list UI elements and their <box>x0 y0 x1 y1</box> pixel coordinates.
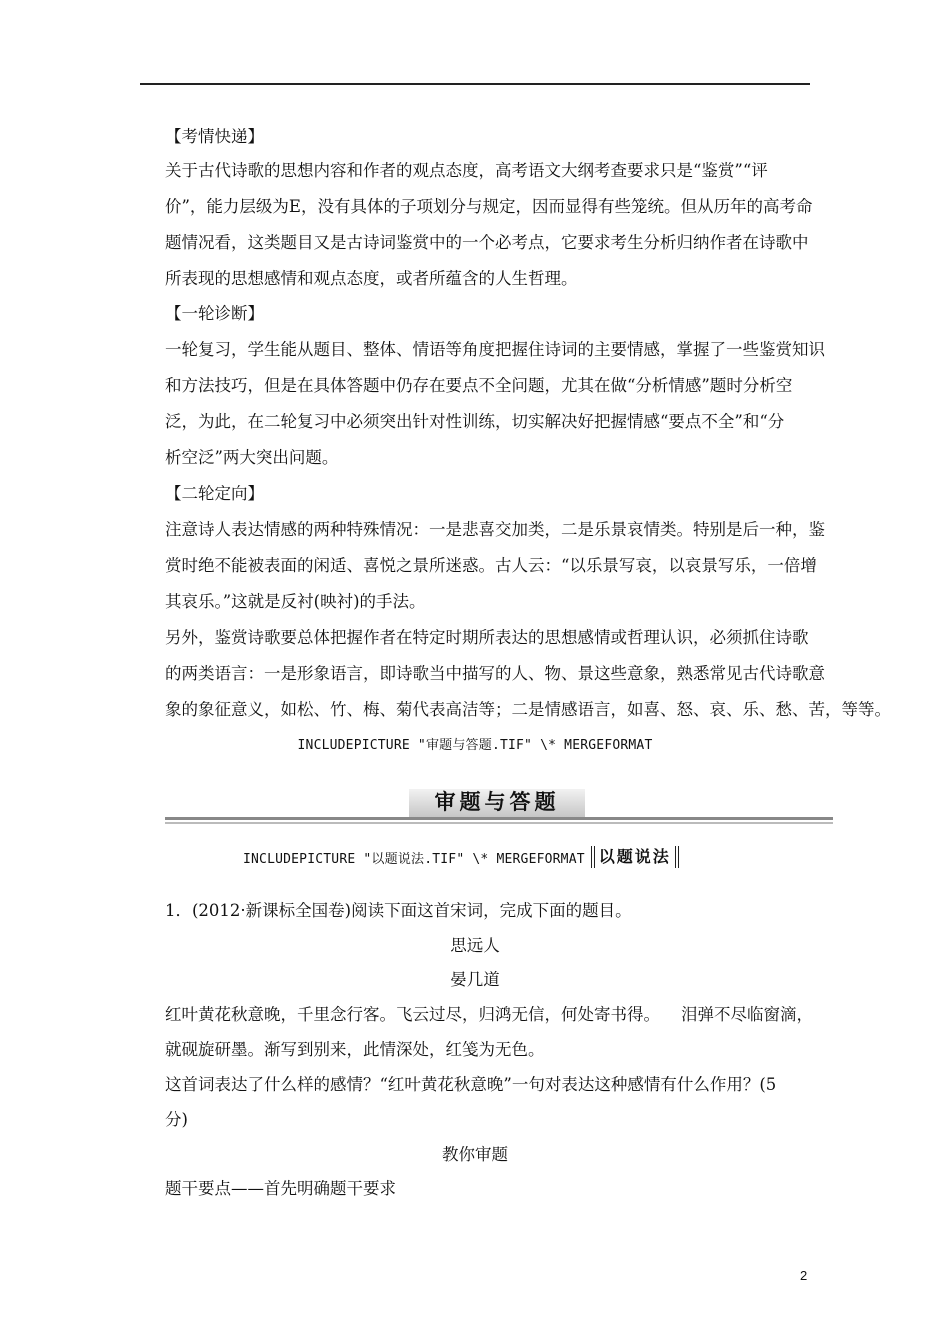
paragraph-line: 象的象征意义，如松、竹、梅、菊代表高洁等；二是情感语言，如喜、怒、哀、乐、愁、苦，等等。 <box>165 700 891 719</box>
paragraph-line: 一轮复习，学生能从题目、整体、情语等角度把握住诗词的主要情感，掌握了一些鉴赏知识 <box>165 340 825 359</box>
paragraph-line: 另外，鉴赏诗歌要总体把握作者在特定时期所表达的思想感情或哲理认识，必须抓住诗歌 <box>165 628 809 647</box>
poem-line: 就砚旋研墨。渐写到别来，此情深处，红笺为无色。 <box>165 1040 545 1059</box>
paragraph-line: 其哀乐。”这就是反衬(映衬)的手法。 <box>165 592 426 611</box>
poem-title: 思远人 <box>450 936 500 955</box>
poem-line: 红叶黄花秋意晚，千里念行客。飞云过尽，归鸿无信，何处寄书得。 泪弹不尽临窗滴， <box>165 1005 813 1024</box>
question-line: 1．(2012·新课标全国卷)阅读下面这首宋词，完成下面的题目。 <box>165 901 632 920</box>
tag-label: 以题说法 <box>591 846 679 868</box>
section-rule <box>165 822 833 824</box>
paragraph-line: 关于古代诗歌的思想内容和作者的观点态度，高考语文大纲考查要求只是“鉴赏”“评 <box>165 161 768 180</box>
paragraph-line: 注意诗人表达情感的两种特殊情况：一是悲喜交加类，二是乐景哀情类。特别是后一种，鉴 <box>165 520 825 539</box>
question-ask-line: 分) <box>165 1110 188 1129</box>
paragraph-line: 赏时绝不能被表面的闲适、喜悦之景所迷惑。古人云：“以乐景写哀，以哀景写乐，一倍增 <box>165 556 817 575</box>
poem-author: 晏几道 <box>450 970 500 989</box>
field-code-line: INCLUDEPICTURE "审题与答题.TIF" \* MERGEFORMAT <box>297 738 653 753</box>
field-code-line: INCLUDEPICTURE "以题说法.TIF" \* MERGEFORMAT <box>243 851 585 867</box>
heading-kaoqing: 【考情快递】 <box>165 127 264 146</box>
heading-erlun: 【二轮定向】 <box>165 484 264 503</box>
paragraph-line: 的两类语言：一是形象语言，即诗歌当中描写的人、物、景这些意象，熟悉常见古代诗歌意 <box>165 664 825 683</box>
paragraph-line: 析空泛”两大突出问题。 <box>165 448 339 467</box>
sub-heading: 教你审题 <box>442 1145 508 1164</box>
question-ask-line: 这首词表达了什么样的感情？“红叶黄花秋意晚”一句对表达这种感情有什么作用？(5 <box>165 1075 777 1094</box>
tag-row <box>243 846 679 872</box>
paragraph-line: 价”，能力层级为E，没有具体的子项划分与规定，因而显得有些笼统。但从历年的高考命 <box>165 197 813 216</box>
header-rule <box>140 83 810 85</box>
paragraph-line: 所表现的思想感情和观点态度，或者所蕴含的人生哲理。 <box>165 269 578 288</box>
paragraph-line: 题情况看，这类题目又是古诗词鉴赏中的一个必考点，它要求考生分析归纳作者在诗歌中 <box>165 233 809 252</box>
tip-line: 题干要点——首先明确题干要求 <box>165 1179 396 1198</box>
section-title: 审题与答题 <box>434 790 560 814</box>
page-number: 2 <box>800 1268 808 1283</box>
paragraph-line: 和方法技巧，但是在具体答题中仍存在要点不全问题，尤其在做“分析情感”题时分析空 <box>165 376 793 395</box>
section-rule <box>165 817 833 820</box>
paragraph-line: 泛，为此，在二轮复习中必须突出针对性训练，切实解决好把握情感“要点不全”和“分 <box>165 412 785 431</box>
heading-yilun: 【一轮诊断】 <box>165 304 264 323</box>
